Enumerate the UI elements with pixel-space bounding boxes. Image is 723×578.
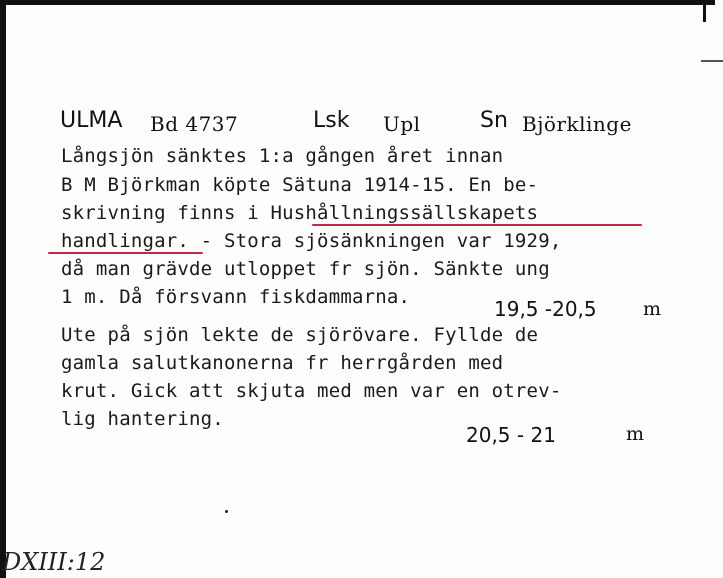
text-line-6: 1 m. Då försvann fiskdammarna. [61, 286, 411, 308]
text-line-1: Långsjön sänktes 1:a gången året innan [61, 145, 504, 167]
underline-mark-2 [48, 252, 203, 254]
text-line-9: krut. Gick att skjuta med men var en otrev- [61, 380, 562, 402]
text-line-5: då man grävde utloppet fr sjön. Sänkte ung [61, 258, 550, 280]
text-line-10: lig hantering. [61, 408, 224, 430]
card-top-edge [0, 0, 715, 5]
card-left-edge [0, 0, 6, 578]
parish-value: Björklinge [522, 112, 632, 136]
county-label: Lsk [313, 108, 350, 133]
parish-code: ULMA [60, 108, 123, 133]
text-line-8: gamla salutkanonerna fr herrgården med [61, 352, 504, 374]
depth-measure-2-unit: m [626, 423, 645, 445]
underline-mark-1 [312, 224, 642, 226]
text-line-2: B M Björkman köpte Sätuna 1914-15. En be- [61, 174, 539, 196]
text-line-7: Ute på sjön lekte de sjörövare. Fyllde de [61, 324, 539, 346]
card-right-mark [701, 60, 723, 62]
depth-measure-2: 20,5 - 21 [466, 423, 556, 447]
record-reference: Bd 4737 [150, 112, 239, 136]
archive-mark: DXIII:12 [2, 548, 106, 576]
depth-measure-1: 19,5 -20,5 [494, 297, 597, 321]
depth-measure-1-unit: m [643, 298, 662, 320]
text-line-4: handlingar. - Stora sjösänkningen var 1929, [61, 230, 562, 252]
parish-label: Sn [480, 108, 508, 133]
county-value: Upl [383, 112, 421, 136]
card-right-tick [703, 0, 706, 22]
text-line-3: skrivning finns i Hushållningssällskapets [61, 202, 539, 224]
ink-speck [225, 510, 228, 513]
